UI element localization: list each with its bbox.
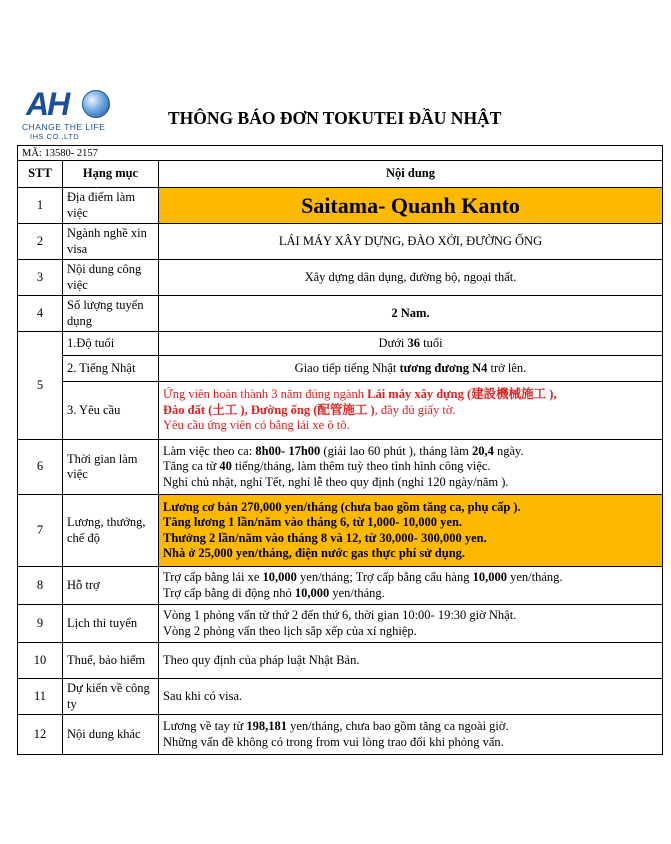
- text: Giao tiếp tiếng Nhật: [294, 360, 400, 375]
- row-item: Lịch thi tuyển: [63, 605, 159, 643]
- table-row: [18, 188, 663, 224]
- work-location: Saitama- Quanh Kanto: [159, 188, 663, 224]
- text: yen/tháng, chưa bao gồm tăng ca ngoài giờ.: [286, 719, 509, 733]
- text-line: Tăng lương 1 lần/năm vào tháng 6, từ 1,000- 10,000 yen.: [163, 515, 463, 529]
- text: Làm việc theo ca:: [163, 443, 256, 458]
- text-line: [163, 387, 658, 403]
- logo-company: IHS CO.,LTD: [30, 132, 80, 141]
- text: tuổi: [419, 335, 443, 350]
- row-content: [159, 605, 663, 643]
- page-title: THÔNG BÁO ĐƠN TOKUTEI ĐẦU NHẬT: [168, 108, 502, 128]
- row-item: Nội dung khác: [63, 715, 159, 755]
- table-row: [18, 495, 663, 567]
- text-line: Thưởng 2 lần/năm vào tháng 8 và 12, từ 30,000- 300,000 yen.: [163, 530, 487, 545]
- row-subitem: 1.Độ tuổi: [63, 332, 159, 356]
- text: Trợ cấp bằng di động nhỏ: [163, 585, 295, 600]
- table-row: [18, 643, 663, 679]
- row-number: 1: [18, 188, 63, 224]
- text-line: Nghỉ chủ nhật, nghỉ Tết, nghỉ lễ theo quy định (nghỉ 120 ngày/năm ).: [163, 474, 509, 489]
- row-item: Thời gian làm việc: [63, 440, 159, 495]
- row-item: Thuế, bảo hiểm: [63, 643, 159, 679]
- row-content: [159, 356, 663, 382]
- row-subitem: 2. Tiếng Nhật: [63, 356, 159, 382]
- text-line: Những vấn đề không có trong from vui lòng trao đổi khi phỏng vấn.: [163, 734, 504, 749]
- row-item: Lương, thưởng, chế độ: [63, 495, 159, 567]
- row-number: 5: [18, 332, 63, 440]
- table-row: [18, 382, 663, 440]
- job-info-table: [17, 145, 663, 755]
- table-row: [18, 224, 663, 260]
- text-line: [163, 444, 658, 460]
- text-strong: Đào đất (土工 ), Đường ống (配管施工 ): [163, 402, 375, 417]
- text: yen/tháng.: [329, 585, 385, 600]
- logo-tagline: CHANGE THE LIFE: [22, 122, 106, 132]
- col-header-stt: STT: [18, 161, 63, 188]
- row-content: Xây dựng dân dụng, đường bộ, ngoại thất.: [159, 260, 663, 296]
- table-row: [18, 567, 663, 605]
- row-item: Ngành nghề xin visa: [63, 224, 159, 260]
- text-line: Nhà ở 25,000 yen/tháng, điện nước gas thực phí sử dụng.: [163, 546, 466, 560]
- salary-content: [159, 495, 663, 567]
- row-number: 9: [18, 605, 63, 643]
- text: Tăng ca từ: [163, 459, 220, 474]
- text-line: Yêu cầu ứng viên có bằng lái xe ô tô.: [163, 418, 350, 433]
- text-strong: 198,181: [246, 719, 287, 733]
- row-number: 4: [18, 296, 63, 332]
- job-code: MÃ: 13580- 2157: [18, 146, 663, 161]
- text-strong: 10,000: [262, 570, 297, 584]
- text-line: [163, 586, 658, 602]
- company-logo: [20, 86, 120, 146]
- logo-mark: AH: [26, 86, 69, 122]
- text-line: [163, 459, 658, 475]
- table-row: [18, 296, 663, 332]
- text: Ứng viên hoàn thành 3 năm đúng ngành: [163, 387, 368, 402]
- row-item: Số lượng tuyển dụng: [63, 296, 159, 332]
- text-strong: Lái máy xây dựng (建設機械施工 ),: [367, 387, 557, 402]
- text: trở lên.: [487, 360, 527, 375]
- col-header-content: Nội dung: [159, 161, 663, 188]
- table-row: [18, 332, 663, 356]
- row-number: 8: [18, 567, 63, 605]
- text-strong: 10,000: [472, 570, 507, 584]
- row-number: 10: [18, 643, 63, 679]
- row-content: 2 Nam.: [159, 296, 663, 332]
- text: , đầy đủ giấy tờ.: [374, 402, 456, 417]
- text: Lương về tay từ: [163, 719, 247, 733]
- row-item: Hỗ trợ: [63, 567, 159, 605]
- table-row: [18, 605, 663, 643]
- table-row: [18, 679, 663, 715]
- text: ngày.: [493, 443, 524, 458]
- row-content: [159, 715, 663, 755]
- text-line: [163, 719, 658, 735]
- row-number: 7: [18, 495, 63, 567]
- row-number: 6: [18, 440, 63, 495]
- text-line: [163, 403, 658, 419]
- text-strong: 40: [219, 459, 232, 474]
- table-row: [18, 260, 663, 296]
- row-item: Địa điểm làm việc: [63, 188, 159, 224]
- text: Dưới: [378, 335, 408, 350]
- text: (giải lao 60 phút ), tháng làm: [320, 443, 472, 458]
- col-header-item: Hạng mục: [63, 161, 159, 188]
- globe-icon: [82, 90, 110, 118]
- text-strong: tương đương N4: [399, 360, 488, 375]
- text-strong: 8h00- 17h00: [255, 443, 321, 458]
- text-line: Vòng 1 phỏng vấn từ thứ 2 đến thứ 6, thời gian 10:00- 19:30 giờ Nhật.: [163, 608, 517, 622]
- header-row: [18, 161, 663, 188]
- text: yen/tháng.: [506, 570, 563, 584]
- text-line: Vòng 2 phỏng vấn theo lịch sắp xếp của xí nghiệp.: [163, 623, 417, 638]
- text-strong: 10,000: [294, 585, 330, 600]
- row-number: 12: [18, 715, 63, 755]
- code-row: [18, 146, 663, 161]
- row-content: LÁI MÁY XÂY DỰNG, ĐÀO XỚI, ĐƯỜNG ỐNG: [159, 224, 663, 260]
- row-content: Sau khi có visa.: [159, 679, 663, 715]
- row-item: Dự kiến về công ty: [63, 679, 159, 715]
- row-subitem: 3. Yêu cầu: [63, 382, 159, 440]
- table-row: [18, 715, 663, 755]
- text-strong: 20,4: [471, 443, 494, 458]
- row-content: Theo quy định của pháp luật Nhật Bản.: [159, 643, 663, 679]
- row-number: 11: [18, 679, 63, 715]
- text-line: Lương cơ bản 270,000 yen/tháng (chưa bao gồm tăng ca, phụ cấp ).: [163, 499, 521, 514]
- text: yen/tháng; Trợ cấp bằng cẩu hàng: [296, 570, 473, 584]
- row-content: [159, 440, 663, 495]
- row-number: 2: [18, 224, 63, 260]
- row-number: 3: [18, 260, 63, 296]
- text: tiếng/tháng, làm thêm tuỳ theo tình hình công việc.: [231, 459, 491, 474]
- row-content: [159, 567, 663, 605]
- text: Trợ cấp bằng lái xe: [163, 570, 263, 584]
- text-line: [163, 570, 658, 586]
- row-item: Nội dung công việc: [63, 260, 159, 296]
- row-content: [159, 382, 663, 440]
- text-strong: 36: [407, 335, 420, 350]
- table-row: [18, 356, 663, 382]
- row-content: [159, 332, 663, 356]
- table-row: [18, 440, 663, 495]
